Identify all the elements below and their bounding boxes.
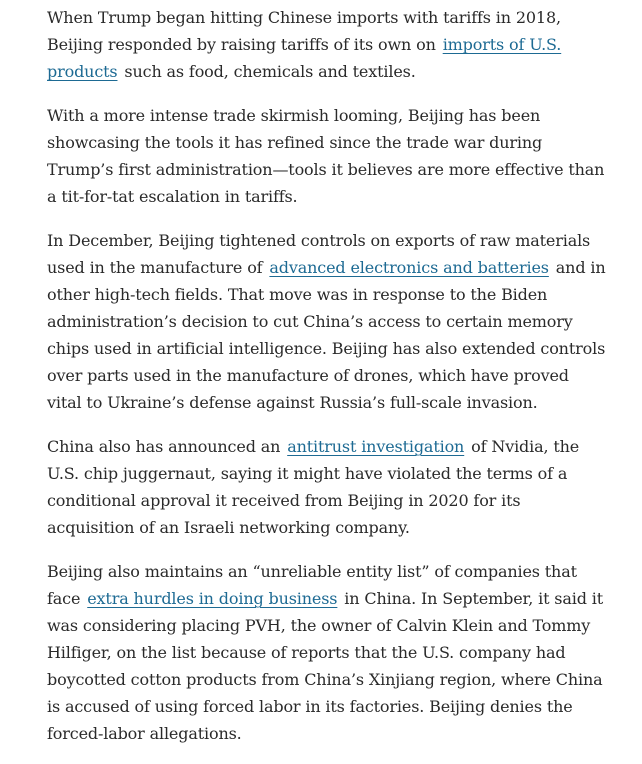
link-antitrust-investigation[interactable]: antitrust investigation — [287, 437, 465, 456]
text-segment: In December, Beijing tightened controls on exports of raw materials used in the manufacture of — [47, 231, 591, 277]
link-extra-hurdles-in-doing-business[interactable]: extra hurdles in doing business — [87, 589, 338, 608]
link-imports-of-us-products[interactable]: imports of U.S. products — [47, 35, 562, 81]
text-segment: such as food, chemicals and textiles. — [119, 62, 416, 81]
text-segment: of Nvidia, the U.S. chip juggernaut, saying it might have violated the terms of a conditional approval it received from Beijing in 2020 for its acquisition of an Israeli networking company. — [47, 437, 580, 537]
text-segment: Beijing also maintains an “unreliable entity list” of companies that face — [47, 562, 577, 608]
paragraph-export-controls — [47, 227, 607, 416]
text-segment: When Trump began hitting Chinese imports with tariffs in 2018, Beijing responded by raising tariffs of its own on — [47, 8, 561, 54]
paragraph-unreliable-entity-list — [47, 558, 607, 747]
text-segment: in China. In September, it said it was considering placing PVH, the owner of Calvin Klein and Tommy Hilfiger, on the list because of reports that the U.S. company had boycotted cotton products from China’s Xinjiang region, where China is accused of using forced labor in its factories. Beijing denies the forced-labor allegations. — [47, 589, 604, 743]
paragraph-tariffs-2018 — [47, 4, 607, 85]
article-body — [47, 4, 607, 764]
link-advanced-electronics-and-batteries[interactable]: advanced electronics and batteries — [269, 258, 549, 277]
paragraph-trade-skirmish — [47, 102, 607, 210]
text-segment: China also has announced an — [47, 437, 286, 456]
text-segment: and in other high-tech fields. That move was in response to the Biden administration’s decision to cut China’s access to certain memory chips used in artificial intelligence. Beijing has also extended controls over parts used in the manufacture of drones, which have proved vital to Ukraine’s defense against Russia’s full-scale invasion. — [47, 258, 606, 412]
paragraph-nvidia-antitrust — [47, 433, 607, 541]
text-segment: With a more intense trade skirmish looming, Beijing has been showcasing the tools it has refined since the trade war during Trump’s first administration—tools it believes are more effective than a tit-for-tat escalation in tariffs. — [47, 106, 605, 206]
